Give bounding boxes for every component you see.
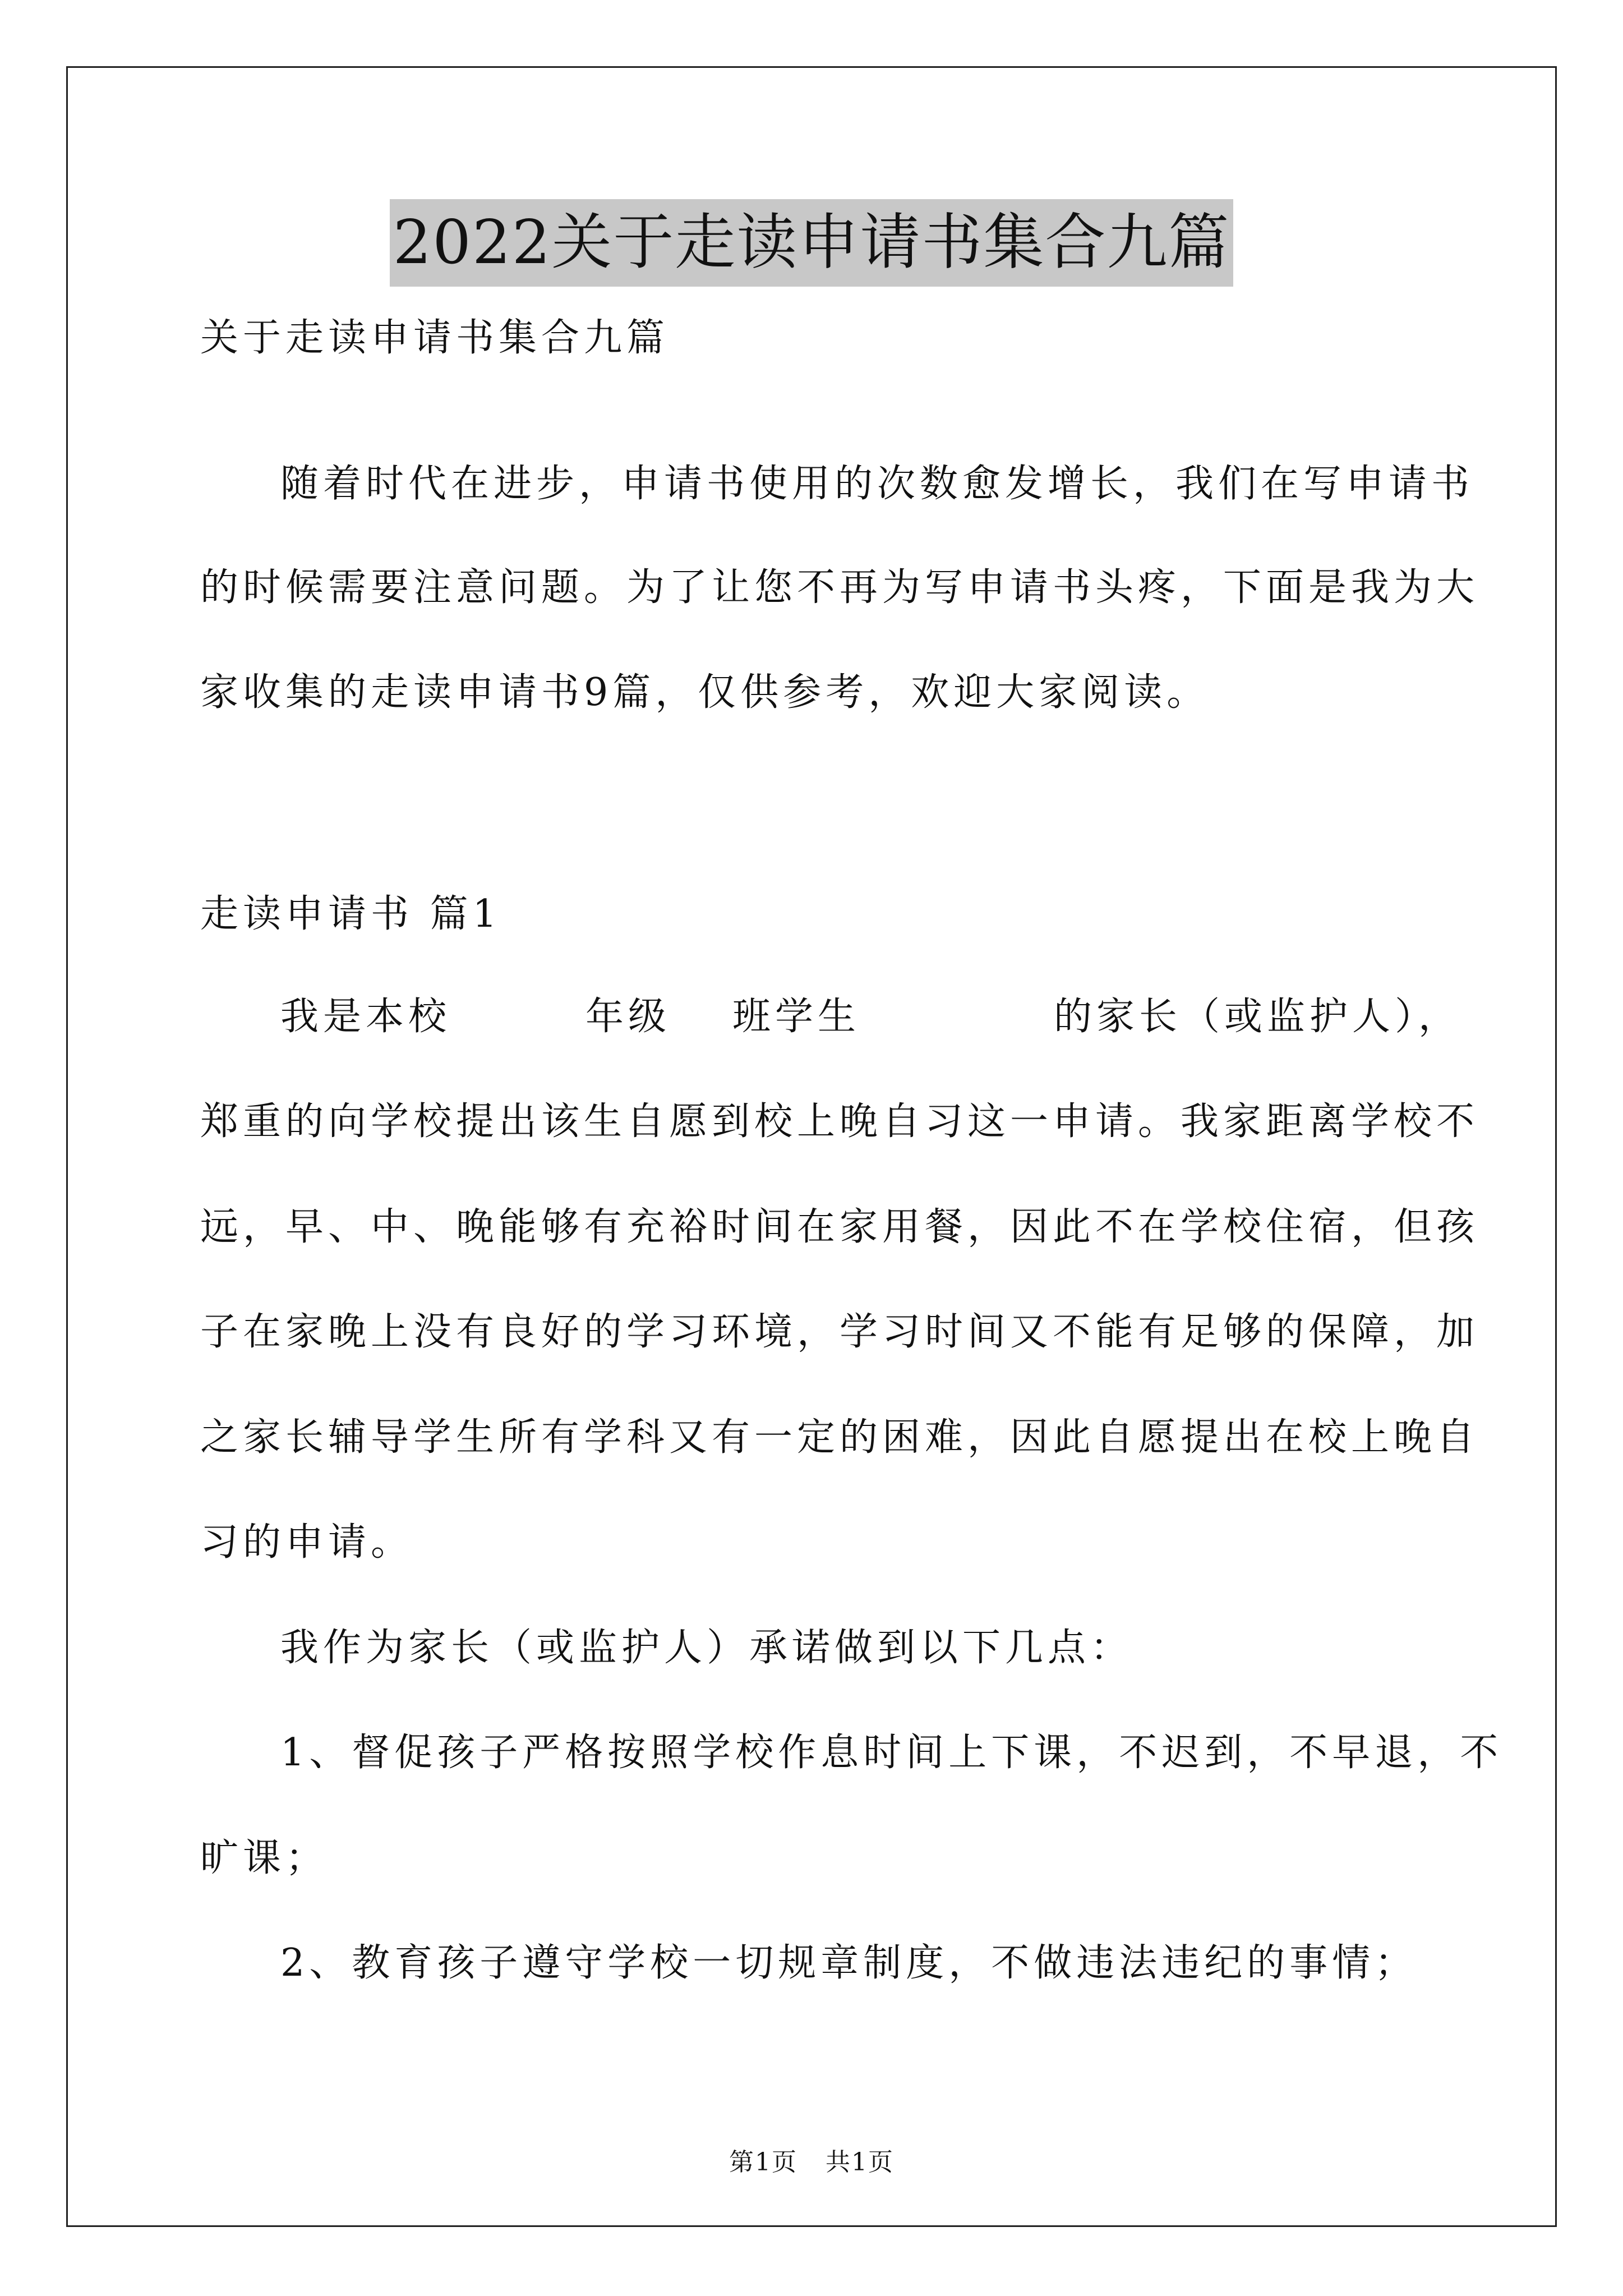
body-line-2: 远，早、中、晚能够有充裕时间在家用餐，因此不在学校住宿，但孩 bbox=[200, 1205, 1479, 1249]
body-line-3: 子在家晚上没有良好的学习环境，学习时间又不能有足够的保障，加 bbox=[200, 1310, 1479, 1354]
intro-line-3: 家收集的走读申请书9篇，仅供参考，欢迎大家阅读。 bbox=[200, 670, 1210, 715]
body-line-5: 习的申请。 bbox=[200, 1520, 414, 1565]
fill-in-class: 班学生 bbox=[732, 995, 861, 1039]
page-total: 共1页 bbox=[826, 2148, 894, 2177]
page-number: 第1页 bbox=[729, 2148, 797, 2177]
body-line-1: 郑重的向学校提出该生自愿到校上晚自习这一申请。我家距离学校不 bbox=[200, 1099, 1479, 1144]
document-title: 2022关于走读申请书集合九篇 bbox=[390, 199, 1234, 287]
page-footer bbox=[0, 2146, 1623, 2179]
fill-in-line bbox=[280, 992, 1461, 1042]
promise-intro: 我作为家长（或监护人）承诺做到以下几点： bbox=[280, 1626, 1133, 1670]
fill-in-school: 我是本校 bbox=[280, 995, 451, 1039]
item-2: 2、教育孩子遵守学校一切规章制度，不做违法违纪的事情； bbox=[280, 1941, 1418, 1985]
section-heading: 走读申请书 篇1 bbox=[200, 892, 501, 936]
intro-line-1: 随着时代在进步，申请书使用的次数愈发增长，我们在写申请书 bbox=[280, 462, 1474, 506]
fill-in-grade: 年级 bbox=[585, 995, 671, 1039]
fill-in-parent: 的家长（或监护人）， bbox=[1054, 995, 1461, 1039]
subtitle: 关于走读申请书集合九篇 bbox=[200, 316, 670, 360]
intro-line-2: 的时候需要注意问题。为了让您不再为写申请书头疼，下面是我为大 bbox=[200, 565, 1479, 610]
item-1-line-1: 1、督促孩子严格按照学校作息时间上下课，不迟到，不早退，不 bbox=[280, 1731, 1503, 1775]
title-container bbox=[0, 199, 1623, 287]
item-1-line-2: 旷课； bbox=[200, 1836, 329, 1880]
body-line-4: 之家长辅导学生所有学科又有一定的困难，因此自愿提出在校上晚自 bbox=[200, 1415, 1479, 1460]
